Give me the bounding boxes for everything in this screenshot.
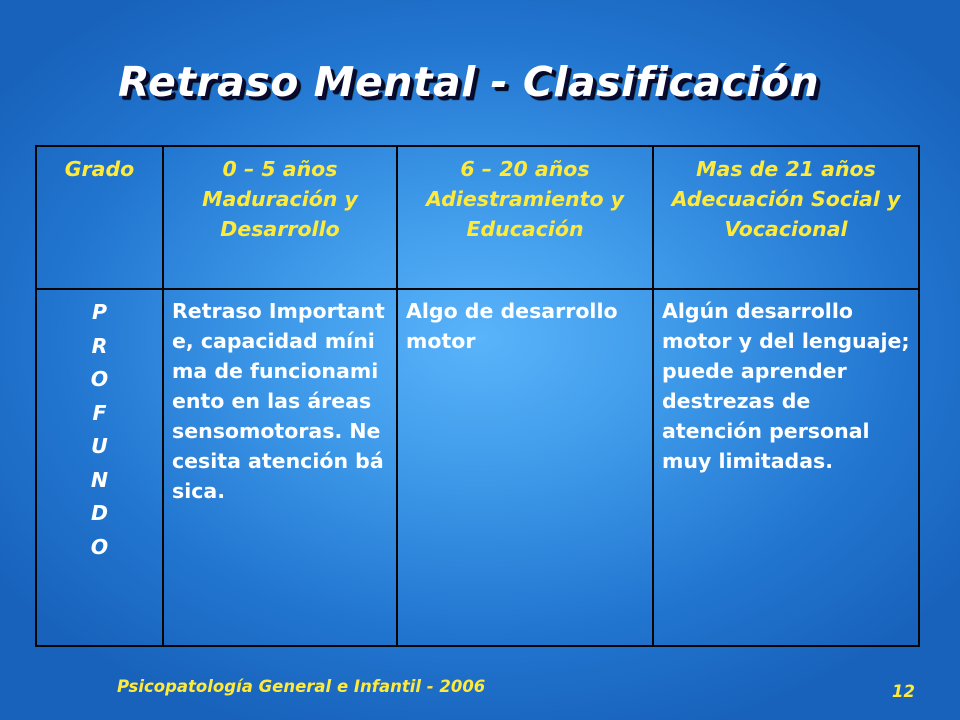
classification-table: [35, 145, 920, 647]
grade-letter: N: [90, 467, 109, 492]
grade-letter: F: [92, 400, 107, 425]
grade-letter: P: [91, 300, 108, 324]
header-21-plus: [653, 146, 919, 289]
cell-21-plus-text: Algún desarrollo motor y del lenguaje; puede aprender destrezas de atención personal muy limitadas.: [662, 299, 910, 473]
cell-6-20-text: Algo de desarrollo motor: [406, 299, 618, 353]
header-21-plus-age: Mas de 21 años: [696, 157, 876, 181]
grade-letter: R: [91, 333, 108, 358]
header-6-20-age: 6 – 20 años: [460, 157, 590, 181]
table-row-profundo: [36, 289, 919, 646]
header-grado-label: Grado: [64, 157, 135, 181]
header-0-5-desc: Maduración y Desarrollo: [202, 187, 358, 241]
grade-letter: D: [90, 501, 109, 525]
cell-0-5: [163, 289, 397, 646]
table-header-row: [36, 146, 919, 289]
header-6-20: [397, 146, 653, 289]
cell-0-5-text: Retraso Importante, capacidad mínima de funcionamiento en las áreas sensomotoras. Necesita atención básica.: [172, 299, 385, 503]
header-6-20-desc: Adiestramiento y Educación: [425, 187, 625, 241]
header-0-5-age: 0 – 5 años: [222, 157, 338, 181]
page-number: 12: [892, 682, 915, 701]
cell-6-20: [397, 289, 653, 646]
grade-cell-profundo: [36, 289, 163, 646]
grade-letter: U: [91, 434, 108, 458]
header-21-plus-desc: Adecuación Social y Vocacional: [671, 187, 901, 241]
cell-21-plus: [653, 289, 919, 646]
header-grado: [36, 146, 163, 289]
slide-footer: Psicopatología General e Infantil - 2006: [117, 677, 486, 696]
slide-title: Retraso Mental - Clasificación: [118, 58, 820, 106]
grade-letter: O: [90, 367, 109, 391]
grade-letter: O: [90, 534, 109, 559]
header-0-5: [163, 146, 397, 289]
